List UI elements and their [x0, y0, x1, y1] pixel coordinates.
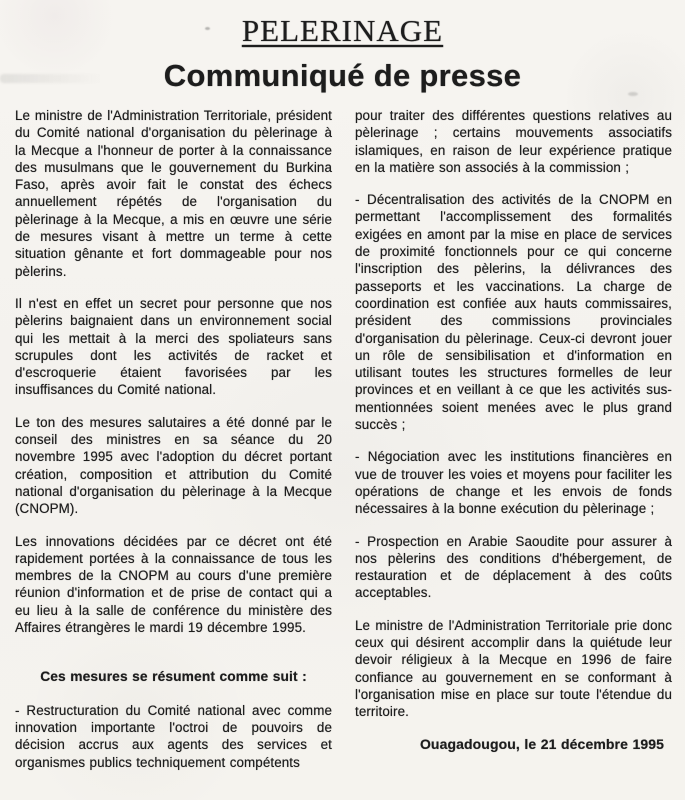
paragraph: Les innovations décidées par ce décret ont été rapidement portées à la connaissance de tous les membres de la CNOPM au cours d'une première réunion d'information et de prise de contact qui a eu lieu à la salle de conférence du ministère des Affaires étrangères le mardi 19 décembre 1995.	[15, 533, 332, 636]
measures-heading: Ces mesures se résument comme suit :	[40, 669, 307, 685]
article-body	[0, 94, 685, 786]
dateline: Ouagadougou, le 21 décembre 1995	[419, 735, 664, 752]
paragraph: Il n'est en effet un secret pour personne que nos pèlerins baignaient dans un environnement social qui les mettait à la merci des spoliateurs sans scrupules dont les activités de racket et d'escroquerie étaient favorisées par les insuffisances du Comité national.	[15, 295, 332, 398]
paragraph: Le ministre de l'Administration Territoriale prie donc ceux qui désirent accomplir dans la quiétude leur devoir réligieux à la Mecque en 1996 de faire confiance au gouvernement en se conformant à l'organisation mise en place sur toute l'étendue du territoire.	[355, 617, 672, 720]
page-subtitle: Communiqué de presse	[163, 58, 522, 93]
document-header	[0, 0, 685, 94]
list-item: - Restructuration du Comité national avec comme innovation importante l'octroi de pouvoirs de décision accrus aux agents des services et organismes publics techniquement compétents	[15, 702, 332, 770]
list-item: - Décentralisation des activités de la CNOPM en permettant l'accomplissement des formalités exigées en amont par la mise en place de services de proximité fonctionnels pour ce qui concerne l'inscription des pèlerins, la délivrances des passeports et les vaccinations. La charge de coordination est confiée aux hauts commissaires, président des commissions provinciales d'organisation du pèlerinage. Ceux-ci devront jouer un rôle de sensibilisation et d'information en utilisant toutes les structures formelles de leur provinces et en veillant à ce que les activités sus-mentionnées soient menées avec le plus grand succès ;	[355, 192, 672, 433]
list-item: - Prospection en Arabie Saoudite pour assurer à nos pèlerins des conditions d'hébergement, de restauration et de déplacement à des coûts acceptables.	[355, 533, 672, 601]
list-item: - Négociation avec les institutions financières en vue de trouver les voies et moyens pour faciliter les opérations de change et les envois de fonds nécessaires à la bonne exécution du pèlerinage ;	[355, 449, 672, 517]
right-column	[355, 107, 672, 786]
paragraph: Le ton des mesures salutaires a été donné par le conseil des ministres en sa séance du 20 novembre 1995 avec l'adoption du décret portant création, composition et attribution du Comité national d'organisation du pèlerinage à la Mecque (CNOPM).	[15, 414, 332, 517]
paragraph: pour traiter des différentes questions relatives au pèlerinage ; certains mouvements associatifs islamiques, en raison de leur expérience pratique en la matière son associés à la commission ;	[355, 108, 672, 175]
paragraph: Le ministre de l'Administration Territoriale, président du Comité national d'organisation du pèlerinage à la Mecque a l'honneur de porter à la connaissance des musulmans que le gouvernement du Burkina Faso, après avoir fait le constat des échecs annuellement répétés de l'organisation du pèlerinage à la Mecque, a mis en œuvre une série de mesures visant à mettre un terme à cette situation gênante et fort dommageable pour nos pèlerins.	[15, 108, 332, 279]
left-column	[15, 107, 332, 786]
page-title: PELERINAGE	[241, 13, 444, 48]
